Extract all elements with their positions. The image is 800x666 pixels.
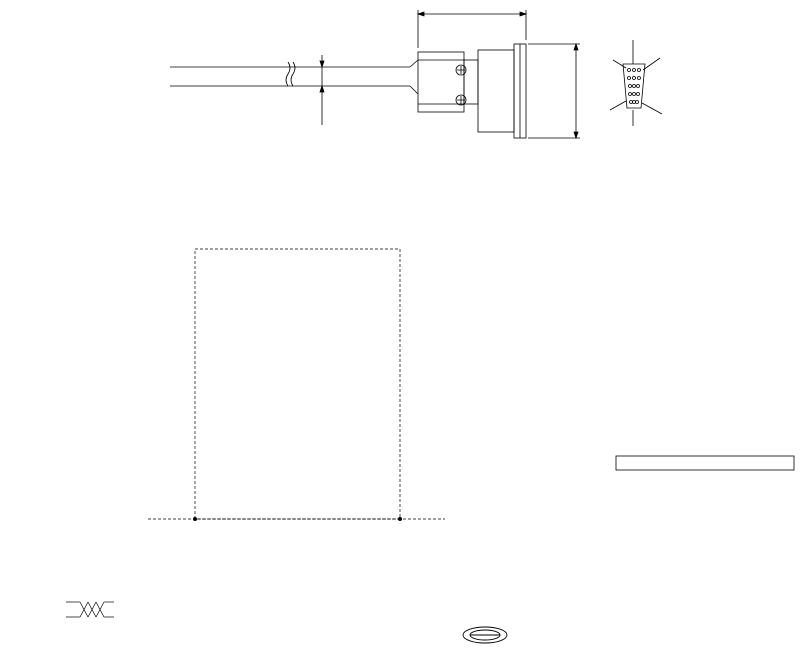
unused-note-box bbox=[616, 456, 794, 470]
company-logo bbox=[463, 627, 507, 643]
twisted-pair-symbol bbox=[66, 602, 114, 617]
shield-outline bbox=[148, 249, 445, 519]
pinout-diagram bbox=[610, 40, 662, 126]
cable-drawing bbox=[170, 10, 580, 138]
